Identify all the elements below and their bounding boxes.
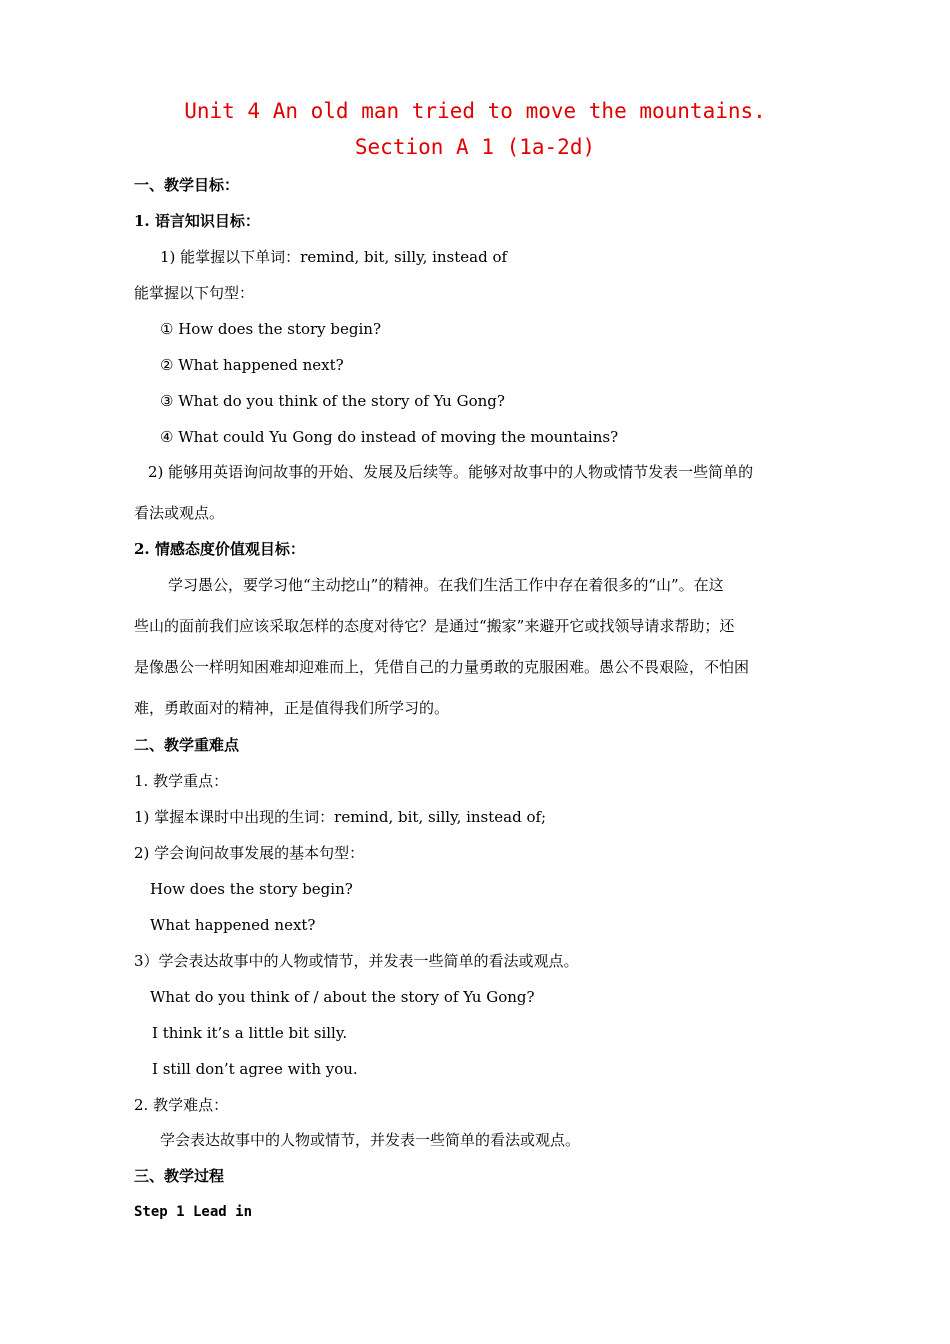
ability-item-line-2: 看法或观点。 (134, 504, 225, 522)
section-3-heading: 三、教学过程 (134, 1167, 225, 1185)
key-point-3: 3）学会表达故事中的人物或情节，并发表一些简单的看法或观点。 (134, 952, 579, 970)
key-point-1: 1) 掌握本课时中出现的生词：remind, bit, silly, instead of; (134, 808, 547, 826)
example-sentence: I still don’t agree with you. (152, 1060, 358, 1078)
patterns-intro: 能掌握以下句型： (134, 284, 255, 302)
ability-item-line-1: 2) 能够用英语询问故事的开始、发展及后续等。能够对故事中的人物或情节发表一些简单的 (148, 463, 754, 481)
emotion-paragraph-line-2: 些山的面前我们应该采取怎样的态度对待它？是通过“搬家”来避开它或找领导请求帮助；还 (134, 617, 735, 635)
key-point-2: 2) 学会询问故事发展的基本句型： (134, 844, 365, 862)
emotion-paragraph-line-1: 学习愚公，要学习他“主动挖山”的精神。在我们生活工作中存在着很多的“山”。在这 (168, 576, 724, 594)
vocabulary-item: 1) 能掌握以下单词：remind, bit, silly, instead of (160, 248, 508, 266)
example-sentence: I think it’s a little bit silly. (152, 1024, 348, 1042)
key-points-subheading: 1. 教学重点： (134, 772, 229, 790)
difficult-points-subheading: 2. 教学难点： (134, 1096, 229, 1114)
pattern-3: ③ What do you think of the story of Yu Gong? (160, 392, 505, 410)
pattern-4: ④ What could Yu Gong do instead of moving the mountains? (160, 428, 619, 446)
example-sentence: What happened next? (150, 916, 316, 934)
document-subtitle: Section A 1 (1a-2d) (354, 135, 596, 159)
emotion-paragraph-line-4: 难，勇敢面对的精神，正是值得我们所学习的。 (134, 699, 450, 717)
section-1-heading: 一、教学目标： (134, 176, 240, 194)
step-1-heading: Step 1 Lead in (134, 1204, 253, 1220)
emotion-paragraph-line-3: 是像愚公一样明知困难却迎难而上，凭借自己的力量勇敢的克服困难。愚公不畏艰险，不怕困 (134, 658, 750, 676)
document-title: Unit 4 An old man tried to move the mountains. (184, 99, 766, 123)
difficult-point: 学会表达故事中的人物或情节，并发表一些简单的看法或观点。 (160, 1131, 581, 1149)
section-1-subheading-emotion: 2. 情感态度价值观目标： (134, 540, 305, 558)
pattern-2: ② What happened next? (160, 356, 344, 374)
example-sentence: How does the story begin? (150, 880, 353, 898)
section-1-subheading-language: 1. 语言知识目标： (134, 212, 260, 230)
section-2-heading: 二、教学重难点 (134, 736, 240, 754)
example-sentence: What do you think of / about the story of Yu Gong? (150, 988, 535, 1006)
pattern-1: ① How does the story begin? (160, 320, 381, 338)
